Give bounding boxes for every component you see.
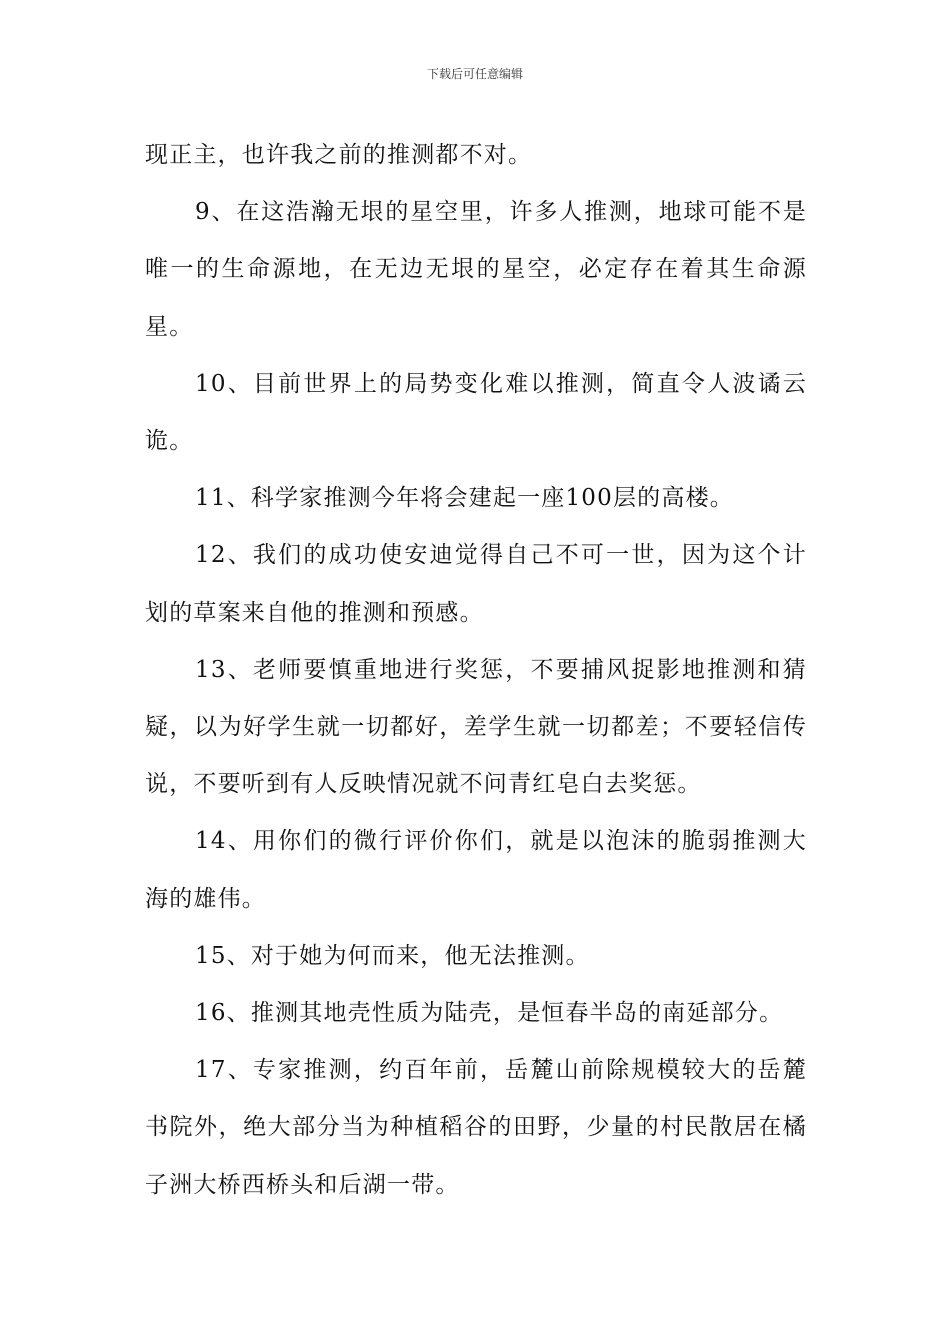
paragraph-item-9: 9、在这浩瀚无垠的星空里，许多人推测，地球可能不是唯一的生命源地，在无边无垠的星空，必定存在着其生命源星。 [145, 199, 807, 340]
paragraph-item-12: 12、我们的成功使安迪觉得自己不可一世，因为这个计划的草案来自他的推测和预感。 [145, 542, 807, 626]
paragraph-item-14: 14、用你们的微行评价你们，就是以泡沫的脆弱推测大海的雄伟。 [145, 828, 807, 912]
paragraph-item-15: 15、对于她为何而来，他无法推测。 [195, 942, 590, 969]
document-body [145, 127, 807, 1214]
paragraph-item-10: 10、目前世界上的局势变化难以推测，简直令人波谲云诡。 [145, 370, 807, 455]
paragraph-item-17: 17、专家推测，约百年前，岳麓山前除规模较大的岳麓书院外，绝大部分当为种植稻谷的田野，少量的村民散居在橘子洲大桥西桥头和后湖一带。 [145, 1057, 807, 1198]
paragraph-continuation: 现正主，也许我之前的推测都不对。 [145, 142, 533, 168]
paragraph-item-11: 11、科学家推测今年将会建起一座100层的高楼。 [195, 485, 734, 512]
paragraph-item-16: 16、推测其地壳性质为陆壳，是恒春半岛的南延部分。 [195, 1000, 784, 1027]
paragraph-item-13: 13、老师要慎重地进行奖惩，不要捕风捉影地推测和猜疑，以为好学生就一切都好，差学生就一切都差；不要轻信传说，不要听到有人反映情况就不问青红皂白去奖惩。 [145, 656, 807, 798]
page-header: 下载后可任意编辑 [426, 67, 523, 81]
